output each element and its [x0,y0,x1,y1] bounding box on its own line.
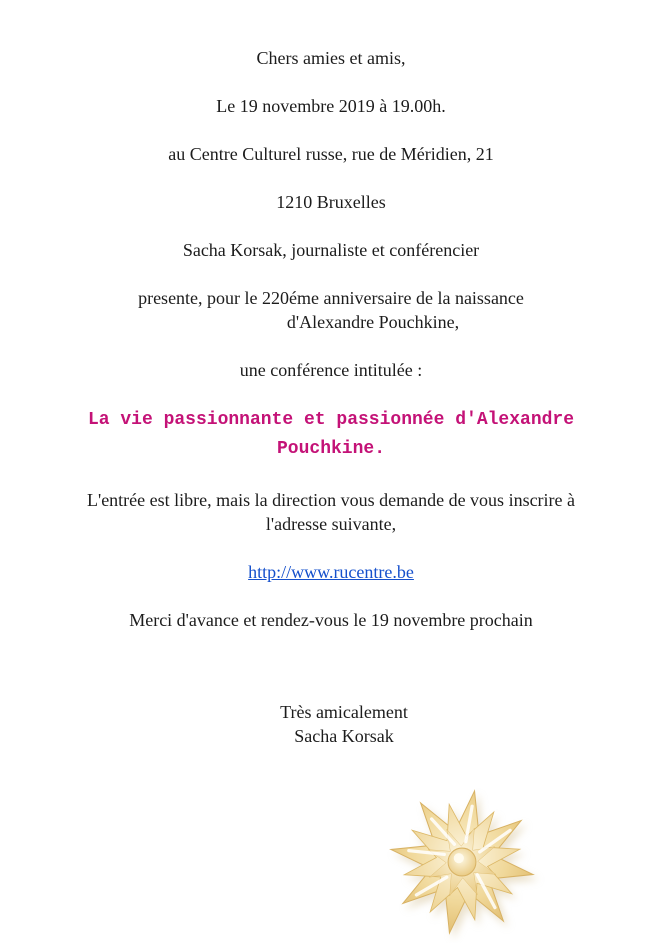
closing-line-2: Sacha Korsak [294,726,394,746]
conference-title-line-1: La vie passionnante et passionnée d'Alexandre [87,410,575,430]
intro-line: une conférence intitulée : [239,360,423,380]
entry-line-1: L'entrée est libre, mais la direction vous demande de vous inscrire à [86,490,576,510]
city-line: 1210 Bruxelles [276,192,386,212]
speaker-line: Sacha Korsak, journaliste et conférencier [182,240,480,260]
occasion-paragraph [0,286,662,334]
entry-line-2: l'adresse suivante, [265,514,397,534]
date-line: Le 19 novembre 2019 à 19.00h. [216,96,446,116]
conference-title-line-2: Pouchkine. [276,439,386,459]
gold-gift-bow-icon [386,786,538,938]
closing-line-1: Très amicalement [280,702,408,722]
conference-title [0,406,662,464]
greeting-line: Chers amies et amis, [256,48,406,68]
occasion-line-2: d'Alexandre Pouchkine, [286,312,460,332]
occasion-line-1: presente, pour le 220éme anniversaire de la naissance [138,288,524,308]
thanks-line: Merci d'avance et rendez-vous le 19 novembre prochain [129,610,533,630]
entry-paragraph [0,488,662,536]
venue-line: au Centre Culturel russe, rue de Méridien, 21 [168,144,494,164]
rucentre-link[interactable]: http://www.rucentre.be [248,562,414,582]
link-paragraph [0,560,662,584]
closing-block [13,700,662,748]
